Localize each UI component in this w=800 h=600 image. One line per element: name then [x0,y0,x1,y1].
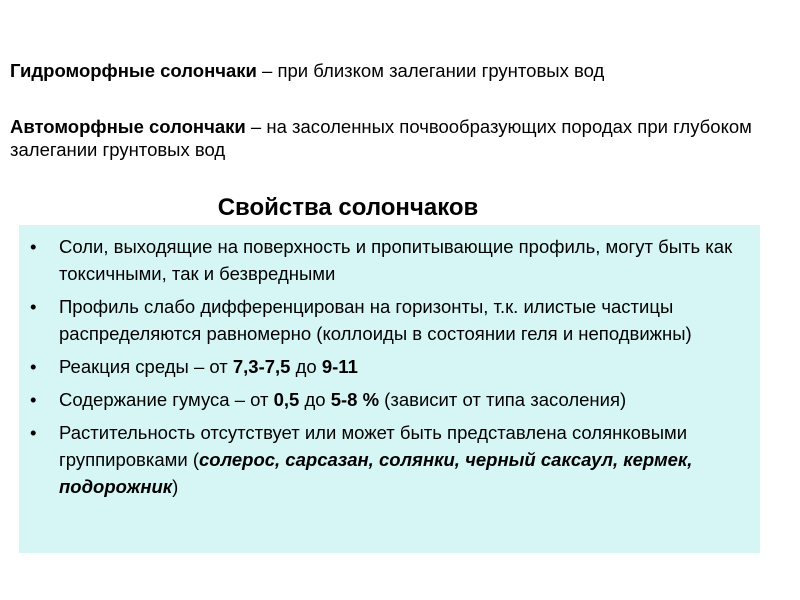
definition-text-hydromorphic: – при близком залегании грунтовых вод [256,60,605,81]
item-text: Содержание гумуса – от [59,389,274,410]
bullet-icon: • [30,296,37,317]
item-text: Профиль слабо дифференцирован на горизонты, т.к. илистые частицы распределяются равномерно (коллоиды в состоянии геля и неподвижны) [59,296,692,344]
term-automorphic: Автоморфные солончаки [10,116,246,137]
list-item [19,353,760,380]
properties-list [19,233,760,506]
bullet-icon: • [30,389,37,410]
ph-min: 7,3-7,5 [232,356,291,377]
definition-text-automorphic: – на засоленных почвообразующих породах при глубоком залегании грунтовых вод [10,116,752,160]
definition-automorphic [10,115,780,161]
item-text: Соли, выходящие на поверхность и пропитывающие профиль, могут быть как токсичными, так и безвредными [59,236,733,284]
list-item [19,233,760,287]
bullet-icon: • [30,422,37,443]
item-text: (зависит от типа засоления) [379,389,627,410]
item-text: ) [172,476,179,497]
bullet-icon: • [30,356,37,377]
section-heading: Свойства солончаков [217,194,479,221]
item-text: Реакция среды – от [59,356,233,377]
humus-max: 5-8 % [330,389,380,410]
definition-hydromorphic [10,59,790,82]
humus-min: 0,5 [273,389,300,410]
bullet-icon: • [30,236,37,257]
term-hydromorphic: Гидроморфные солончаки [10,60,257,81]
item-text: до [290,356,322,377]
properties-panel [19,225,760,553]
list-item [19,293,760,347]
plant-list: солерос, сарсазан, солянки, черный саксаул, кермек, подорожник [59,449,693,497]
list-item [19,419,760,500]
ph-max: 9-11 [321,356,358,377]
item-text: до [299,389,331,410]
item-text: Растительность отсутствует или может быть представлена солянковыми группировками ( [59,422,688,470]
list-item [19,386,760,413]
